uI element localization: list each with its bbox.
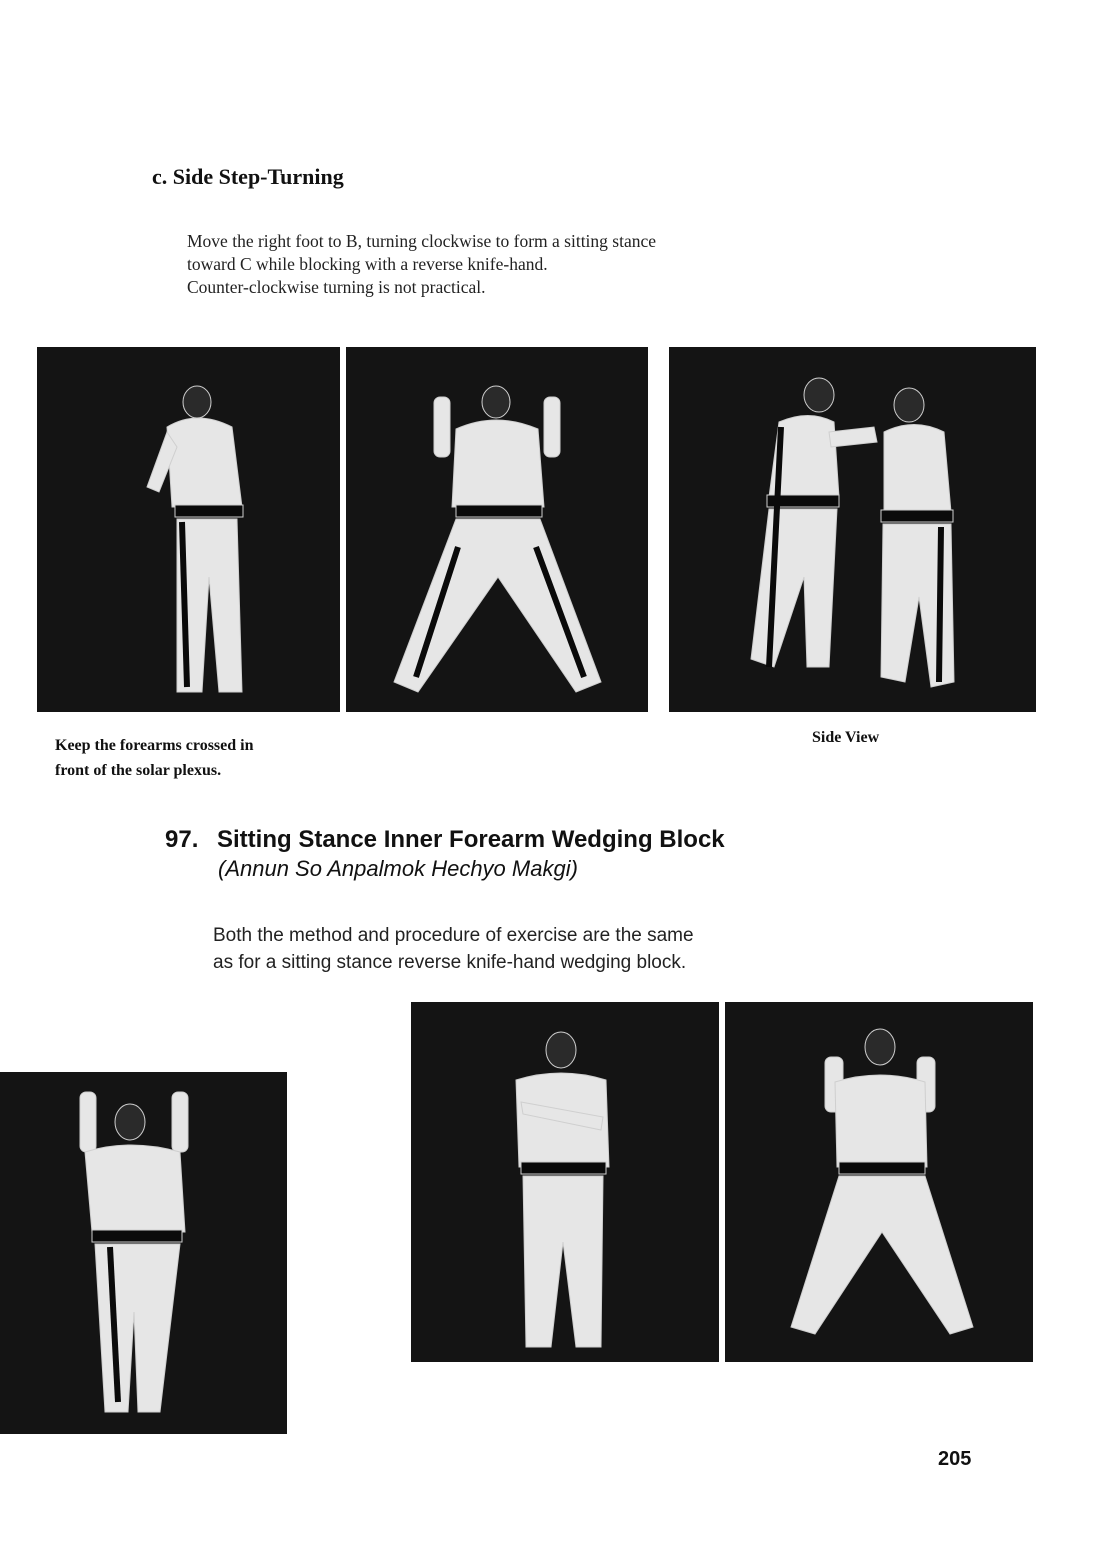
body-line: Both the method and procedure of exercise are the same: [213, 925, 694, 946]
section-title: c. Side Step-Turning: [152, 164, 344, 189]
photo-side-view-two-persons: [669, 347, 1036, 712]
caption-line: Keep the forearms crossed in: [55, 737, 254, 754]
section-subtitle: (Annun So Anpalmok Hechyo Makgi): [218, 856, 578, 881]
section-body: [187, 230, 656, 299]
caption-line: front of the solar plexus.: [55, 762, 222, 779]
photo-back-view-sitting-stance: [346, 347, 648, 712]
body-line: toward C while blocking with a reverse knife-hand.: [187, 254, 548, 274]
photo-front-view-crossed-arms: [411, 1002, 719, 1362]
section-body: [213, 922, 694, 976]
page-number: 205: [938, 1448, 972, 1470]
photo-front-view-wedging-block: [725, 1002, 1033, 1362]
body-line: Move the right foot to B, turning clockwise to form a sitting stance: [187, 231, 657, 251]
body-line: Counter-clockwise turning is not practical.: [187, 277, 486, 297]
photo-caption-side-view: Side View: [812, 729, 880, 746]
photo-back-view-crossed-forearms: [37, 347, 340, 712]
section-heading: [165, 826, 725, 854]
section-heading-title: Sitting Stance Inner Forearm Wedging Block: [217, 826, 725, 853]
photo-front-view-ready-stance: [0, 1072, 287, 1434]
section-number: 97.: [165, 826, 199, 853]
body-line: as for a sitting stance reverse knife-hand wedging block.: [213, 952, 687, 973]
photo-caption-forearms: [55, 733, 253, 783]
